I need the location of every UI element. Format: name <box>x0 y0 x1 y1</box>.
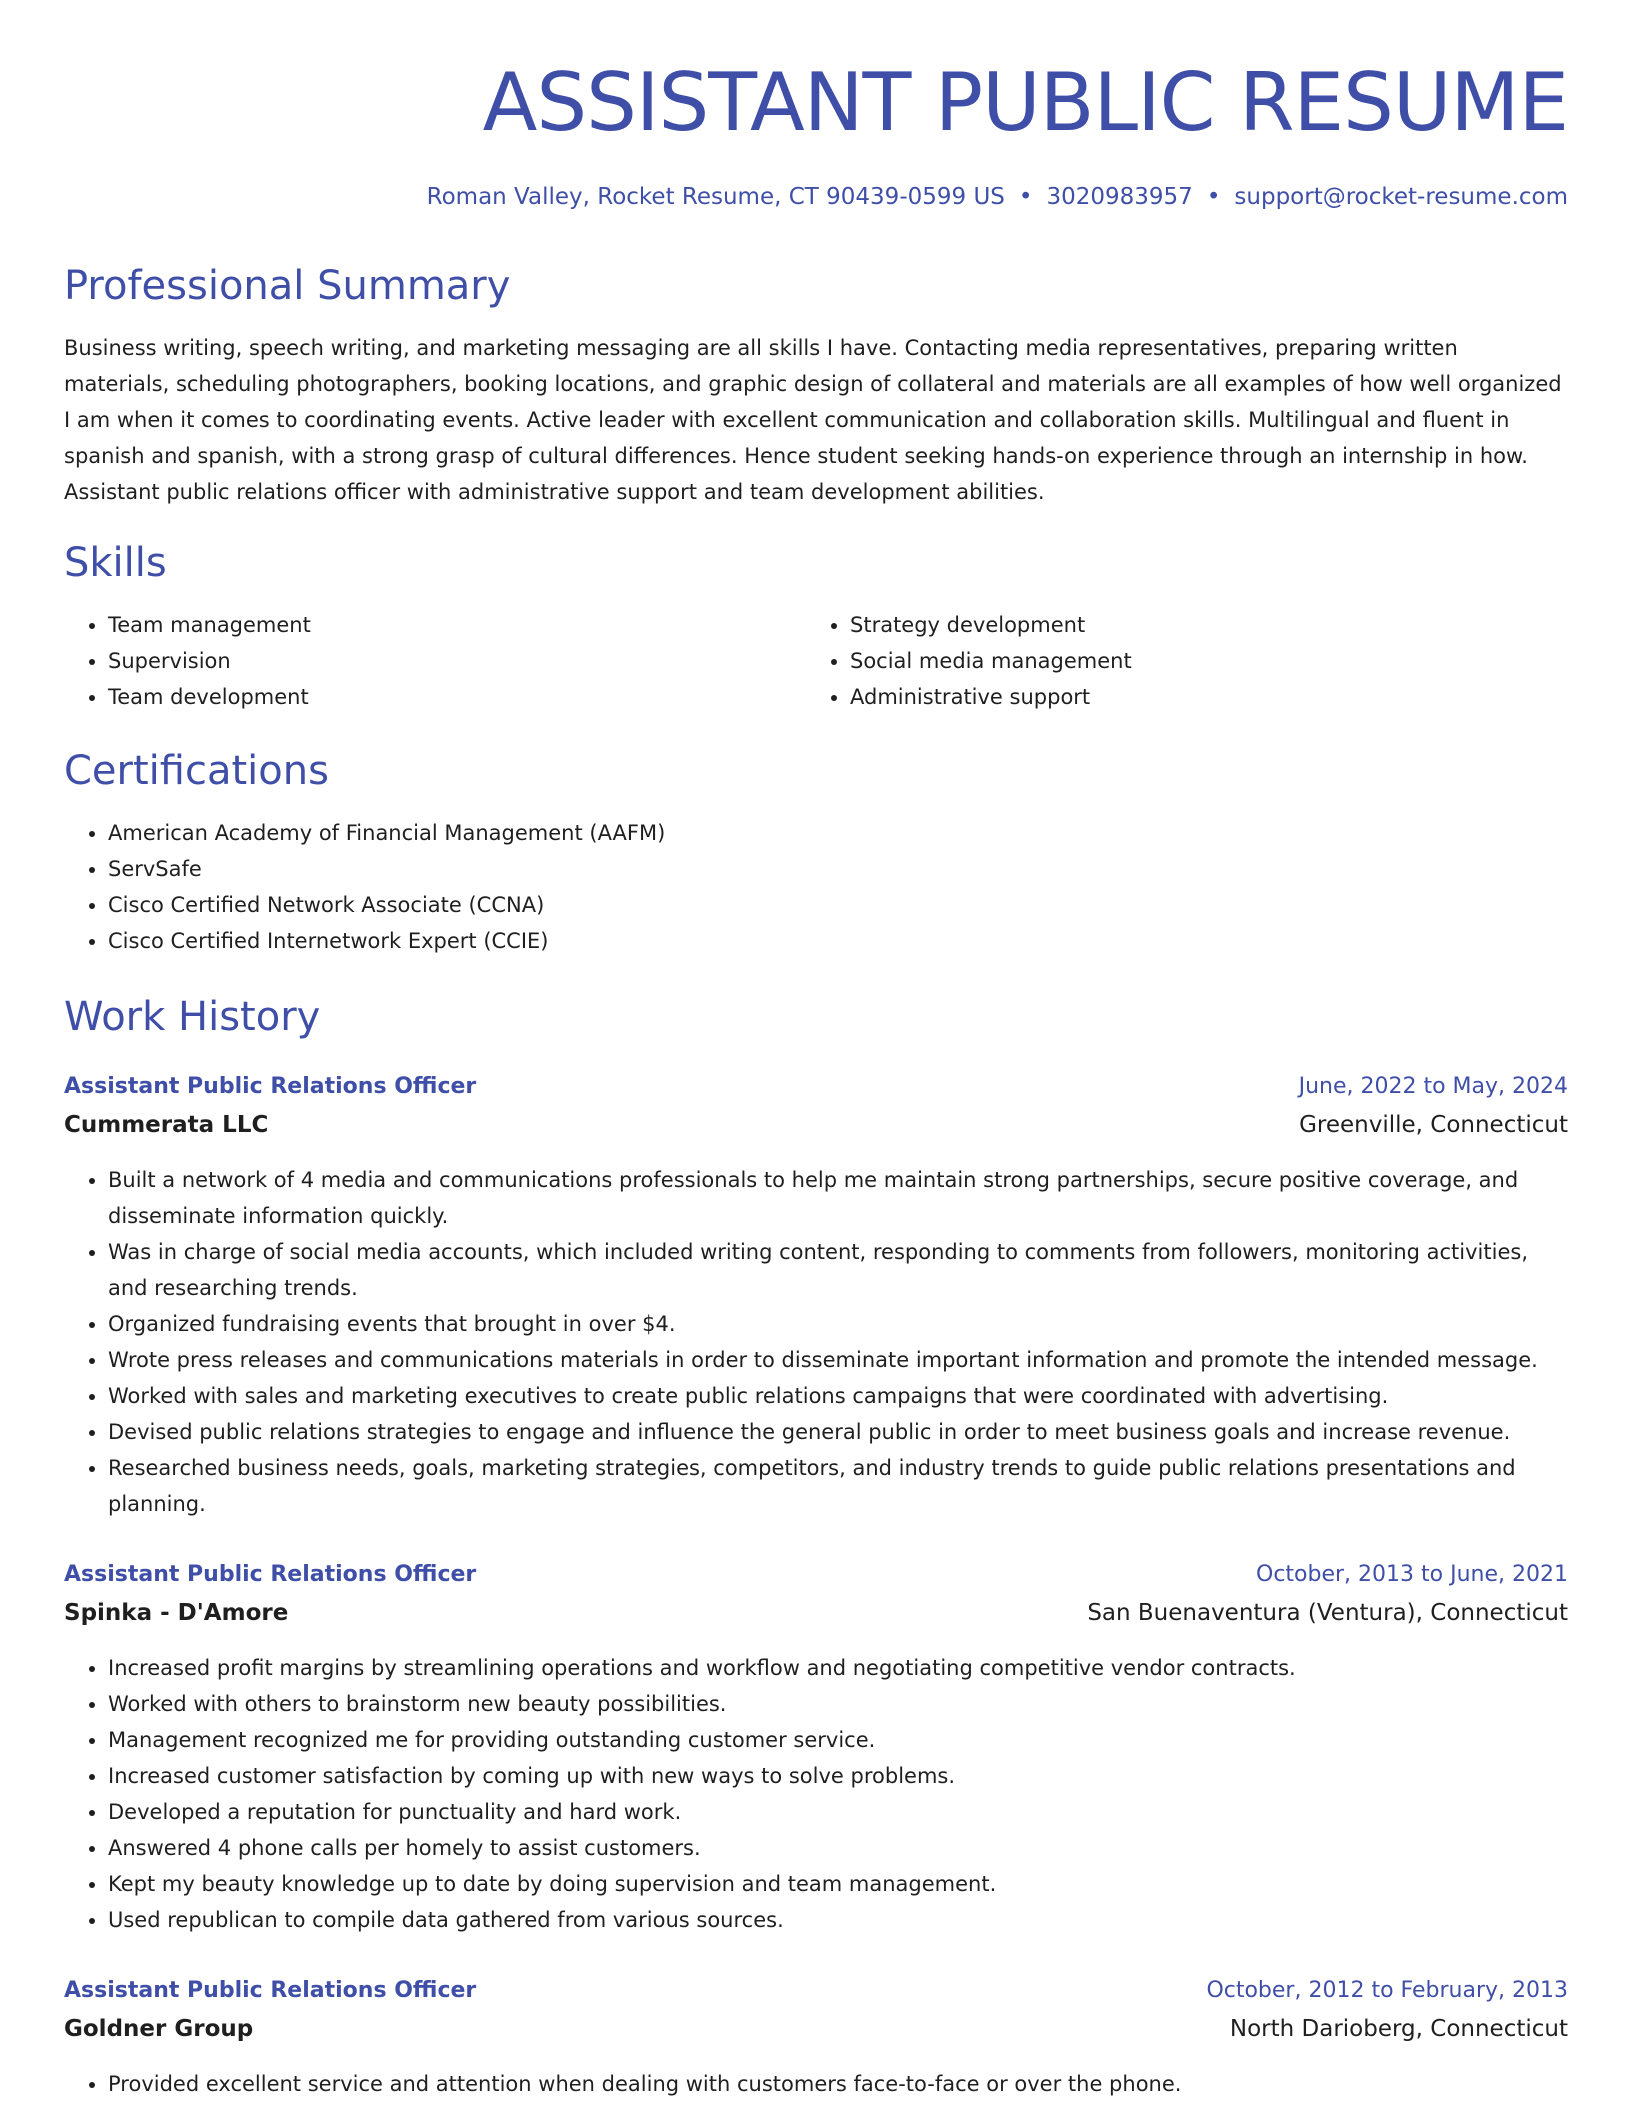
job-bullet: • Developed a reputation for punctuality and hard work. <box>108 1794 1568 1830</box>
skill-item: • Team development <box>108 679 798 715</box>
job-company: Spinka - D'Amore <box>64 1600 289 1626</box>
contact-address: Roman Valley, Rocket Resume, CT 90439-0599 US <box>426 184 1005 210</box>
skill-item: • Social media management <box>850 643 1550 679</box>
job-location: Greenville, Connecticut <box>1299 1112 1568 1138</box>
skill-item: • Team management <box>108 607 798 643</box>
job-bullet: • Wrote press releases and communications materials in order to disseminate important information and promote the intended message. <box>108 1342 1568 1378</box>
contact-separator: • <box>1018 184 1033 210</box>
job-bullet: • Increased profit margins by streamlining operations and workflow and negotiating competitive vendor contracts. <box>108 1650 1568 1686</box>
summary-heading: Professional Summary <box>64 263 511 309</box>
skill-item: • Supervision <box>108 643 798 679</box>
job-bullet: • Management recognized me for providing outstanding customer service. <box>108 1722 1568 1758</box>
job-title: Assistant Public Relations Officer <box>64 1562 477 1587</box>
job-bullet: • Answered 4 phone calls per homely to assist customers. <box>108 1830 1568 1866</box>
certifications-list <box>64 815 1568 959</box>
job-bullet: • Devised public relations strategies to engage and influence the general public in order to meet business goals and increase revenue. <box>108 1414 1568 1450</box>
job-dates: October, 2013 to June, 2021 <box>1256 1562 1568 1587</box>
certification-item: • Cisco Certified Internetwork Expert (CCIE) <box>108 923 1568 959</box>
job-bullet: • Worked with others to brainstorm new beauty possibilities. <box>108 1686 1568 1722</box>
contact-line <box>427 181 1568 213</box>
job-location: San Buenaventura (Ventura), Connecticut <box>1087 1600 1568 1626</box>
job-bullet: • Provided excellent service and attention when dealing with customers face-to-face or over the phone. <box>108 2066 1568 2102</box>
job-bullets <box>64 2066 1568 2102</box>
job-bullets <box>64 1162 1568 1522</box>
certifications-heading: Certifications <box>64 748 329 794</box>
job-bullet: • Organized fundraising events that brought in over $4. <box>108 1306 1568 1342</box>
certification-item: • American Academy of Financial Management (AAFM) <box>108 815 1568 851</box>
contact-email: support@rocket-resume.com <box>1234 184 1568 210</box>
contact-separator: • <box>1206 184 1221 210</box>
skill-item: • Strategy development <box>850 607 1550 643</box>
job-company: Goldner Group <box>64 2016 254 2042</box>
resume-title: ASSISTANT PUBLIC RESUME <box>482 56 1568 149</box>
job-bullet: • Worked with sales and marketing executives to create public relations campaigns that were coordinated with advertising. <box>108 1378 1568 1414</box>
job-title: Assistant Public Relations Officer <box>64 1978 477 2003</box>
job-company: Cummerata LLC <box>64 1112 269 1138</box>
job-title: Assistant Public Relations Officer <box>64 1074 477 1099</box>
skills-list-right <box>806 607 1550 715</box>
contact-phone: 3020983957 <box>1046 184 1193 210</box>
summary-text: Business writing, speech writing, and marketing messaging are all skills I have. Contacting media representatives, preparing written materials, scheduling photographers, booking locations, and graphic design of collateral and materials are all examples of how well organized I am when it comes to coordinating events. Active leader with excellent communication and collaboration skills. Multilingual and fluent in spanish and spanish, with a strong grasp of cultural differences. Hence student seeking hands-on experience through an internship in how. Assistant public relations officer with administrative support and team development abilities. <box>64 336 1562 504</box>
job-location: North Darioberg, Connecticut <box>1229 2016 1568 2042</box>
job-dates: June, 2022 to May, 2024 <box>1298 1074 1568 1099</box>
work-history-heading: Work History <box>64 994 321 1040</box>
job-bullet: • Increased customer satisfaction by coming up with new ways to solve problems. <box>108 1758 1568 1794</box>
skills-heading: Skills <box>64 540 167 586</box>
job-bullets <box>64 1650 1568 1938</box>
job-dates: October, 2012 to February, 2013 <box>1206 1978 1568 2003</box>
skills-list-left <box>64 607 798 715</box>
certification-item: • ServSafe <box>108 851 1568 887</box>
job-bullet: • Kept my beauty knowledge up to date by doing supervision and team management. <box>108 1866 1568 1902</box>
job-bullet: • Built a network of 4 media and communications professionals to help me maintain strong partnerships, secure positive coverage, and disseminate information quickly. <box>108 1162 1568 1234</box>
skill-item: • Administrative support <box>850 679 1550 715</box>
certification-item: • Cisco Certified Network Associate (CCNA) <box>108 887 1568 923</box>
job-bullet: • Researched business needs, goals, marketing strategies, competitors, and industry trends to guide public relations presentations and planning. <box>108 1450 1568 1522</box>
job-bullet: • Was in charge of social media accounts, which included writing content, responding to comments from followers, monitoring activities, and researching trends. <box>108 1234 1568 1306</box>
job-bullet: • Used republican to compile data gathered from various sources. <box>108 1902 1568 1938</box>
